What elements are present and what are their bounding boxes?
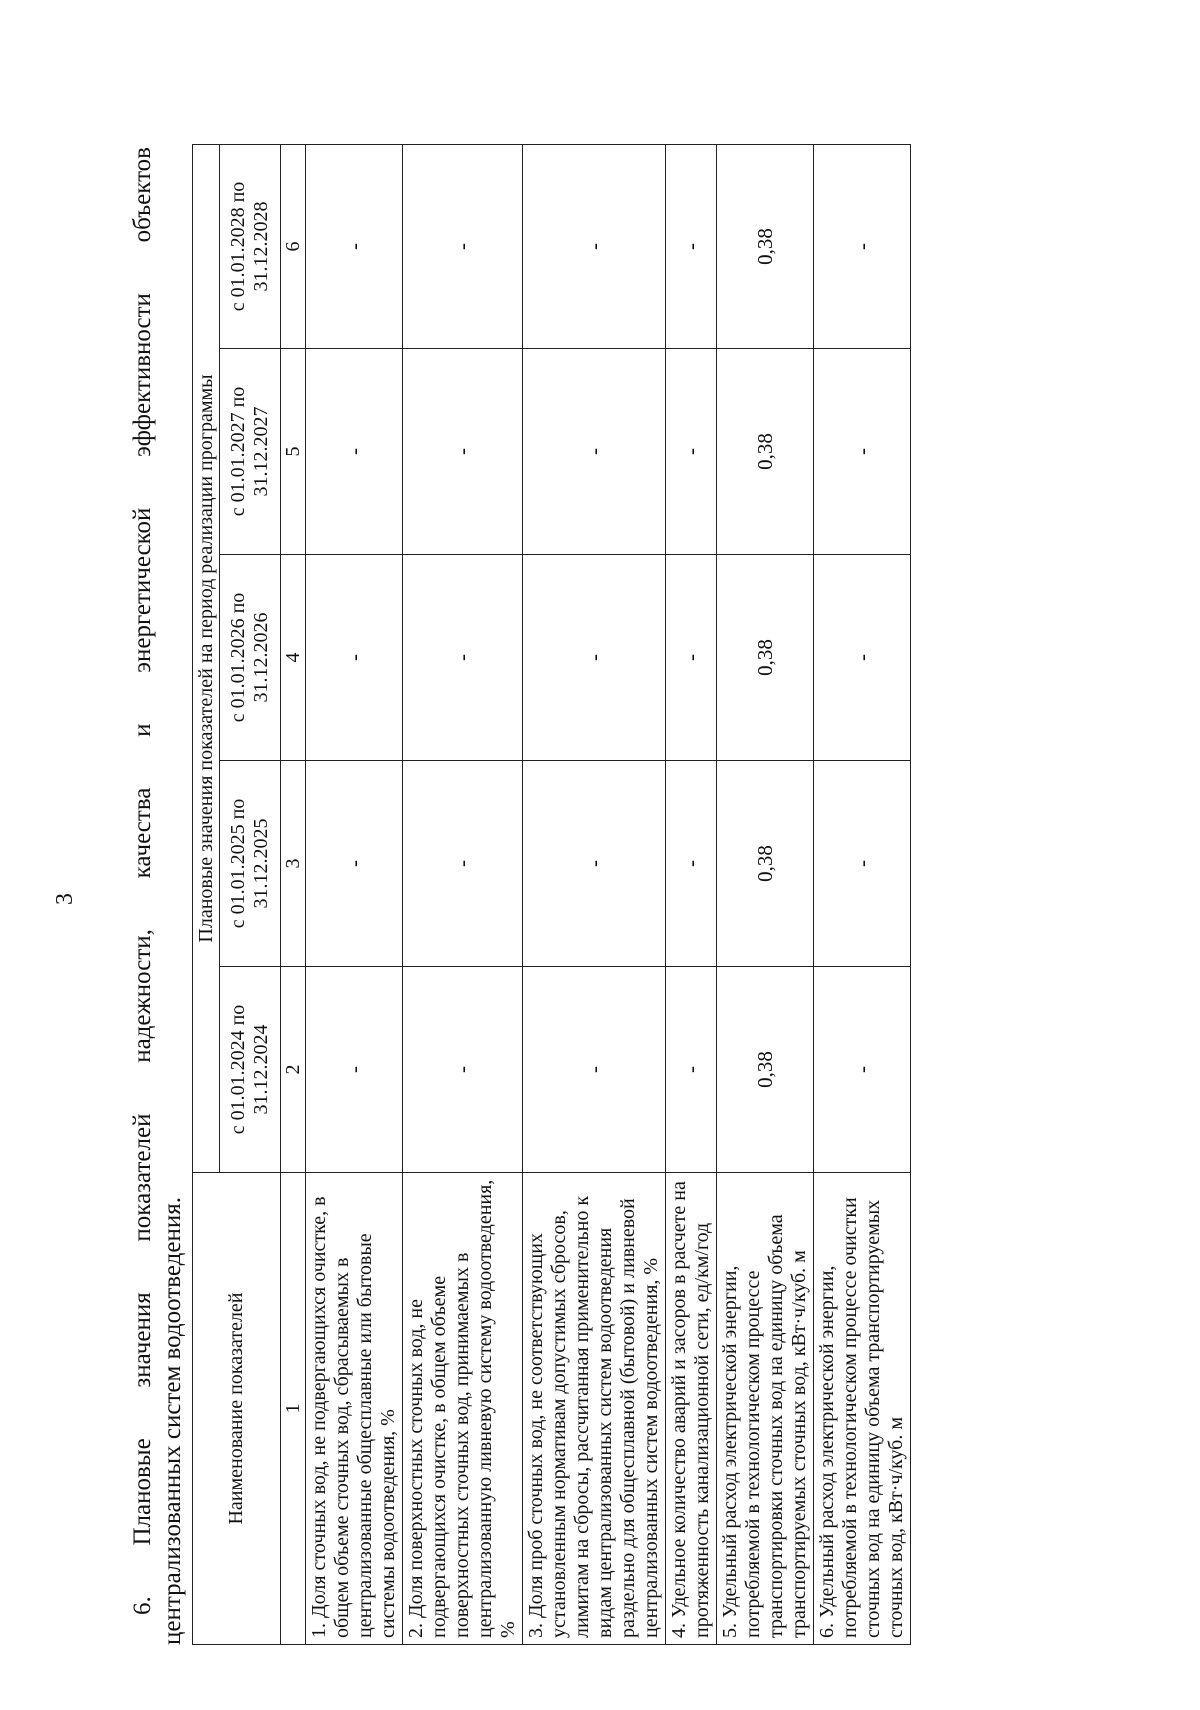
indicator-value: -: [306, 144, 403, 348]
indicator-value: -: [306, 555, 403, 761]
indicator-value: -: [306, 349, 403, 555]
indicator-value: -: [306, 967, 403, 1173]
indicator-value: 0,38: [717, 349, 814, 555]
table-row: [666, 144, 717, 1644]
header-row-1: [193, 144, 220, 1644]
indicator-name: 4. Удельное количество аварий и засоров в расчете на протяженность канализационной сети, ед/км/год: [666, 1173, 717, 1645]
table-row: [717, 144, 814, 1644]
indicator-name: 2. Доля поверхностных сточных вод, не подвергающихся очистке, в общем объеме поверхностных сточных вод, принимаемых в централизованную ливневую систему водоотведения, %: [403, 1173, 523, 1645]
period-header: с 01.01.2028 по 31.12.2028: [220, 144, 281, 348]
indicator-value: -: [523, 761, 666, 967]
indicator-name: 5. Удельный расход электрической энергии, потребляемой в технологическом процессе транспортировки сточных вод на единицу объема транспортируемых сточных вод, кВт·ч/куб. м: [717, 1173, 814, 1645]
column-number: 2: [281, 967, 306, 1173]
column-number: 3: [281, 761, 306, 967]
page-number: 3: [52, 893, 78, 905]
group-header: Плановые значения показателей на период реализации программы: [193, 144, 220, 1172]
table-row: [814, 144, 911, 1644]
table-row: [306, 144, 403, 1644]
indicator-value: -: [306, 761, 403, 967]
column-number-row: [281, 144, 306, 1644]
table-row: [403, 144, 523, 1644]
indicator-value: -: [814, 144, 911, 348]
indicator-value: -: [403, 349, 523, 555]
column-number: 5: [281, 349, 306, 555]
indicator-value: 0,38: [717, 555, 814, 761]
indicator-value: -: [814, 555, 911, 761]
period-header: с 01.01.2027 по 31.12.2027: [220, 349, 281, 555]
rotated-page: [52, 125, 1170, 1645]
indicator-value: -: [403, 761, 523, 967]
indicator-value: -: [666, 967, 717, 1173]
indicator-name: 6. Удельный расход электрической энергии, потребляемой в технологическом процессе очистки сточных вод на единицу объема транспортируемых сточных вод, кВт·ч/куб. м: [814, 1173, 911, 1645]
indicator-value: -: [666, 144, 717, 348]
indicator-value: 0,38: [717, 144, 814, 348]
heading-line-2: централизованных систем водоотведения.: [159, 1197, 186, 1645]
table-row: [523, 144, 666, 1644]
period-header: с 01.01.2026 по 31.12.2026: [220, 555, 281, 761]
indicator-value: -: [666, 761, 717, 967]
indicator-value: 0,38: [717, 761, 814, 967]
indicators-table: [192, 144, 911, 1645]
indicator-value: -: [814, 761, 911, 967]
column-number: 6: [281, 144, 306, 348]
indicator-value: -: [523, 967, 666, 1173]
col-name-header: Наименование показателей: [193, 1173, 281, 1645]
section-heading: [128, 147, 188, 1645]
indicator-value: -: [523, 144, 666, 348]
indicator-name: 1. Доля сточных вод, не подвергающихся очистке, в общем объеме сточных вод, сбрасываемых в централизованные общесплавные или бытовые системы водоотведения, %: [306, 1173, 403, 1645]
indicator-value: -: [814, 967, 911, 1173]
indicator-value: -: [666, 555, 717, 761]
column-number: 4: [281, 555, 306, 761]
indicator-value: -: [666, 349, 717, 555]
indicator-value: -: [403, 555, 523, 761]
column-number: 1: [281, 1173, 306, 1645]
period-header: с 01.01.2024 по 31.12.2024: [220, 967, 281, 1173]
indicator-value: 0,38: [717, 967, 814, 1173]
indicator-value: -: [523, 555, 666, 761]
indicator-value: -: [814, 349, 911, 555]
period-header: с 01.01.2025 по 31.12.2025: [220, 761, 281, 967]
heading-line-1: 6. Плановые значения показателей надежности, качества и энергетической эффективности объектов: [129, 147, 156, 1615]
indicator-value: -: [403, 967, 523, 1173]
indicator-value: -: [523, 349, 666, 555]
indicator-value: -: [403, 144, 523, 348]
indicator-name: 3. Доля проб сточных вод, не соответствующих установленным нормативам допустимых сбросов, лимитам на сбросы, рассчитанная применительно к видам централизованных систем водоотведения раздельно для общесплавной (бытовой) и ливневой централизованных систем водоотведения, %: [523, 1173, 666, 1645]
